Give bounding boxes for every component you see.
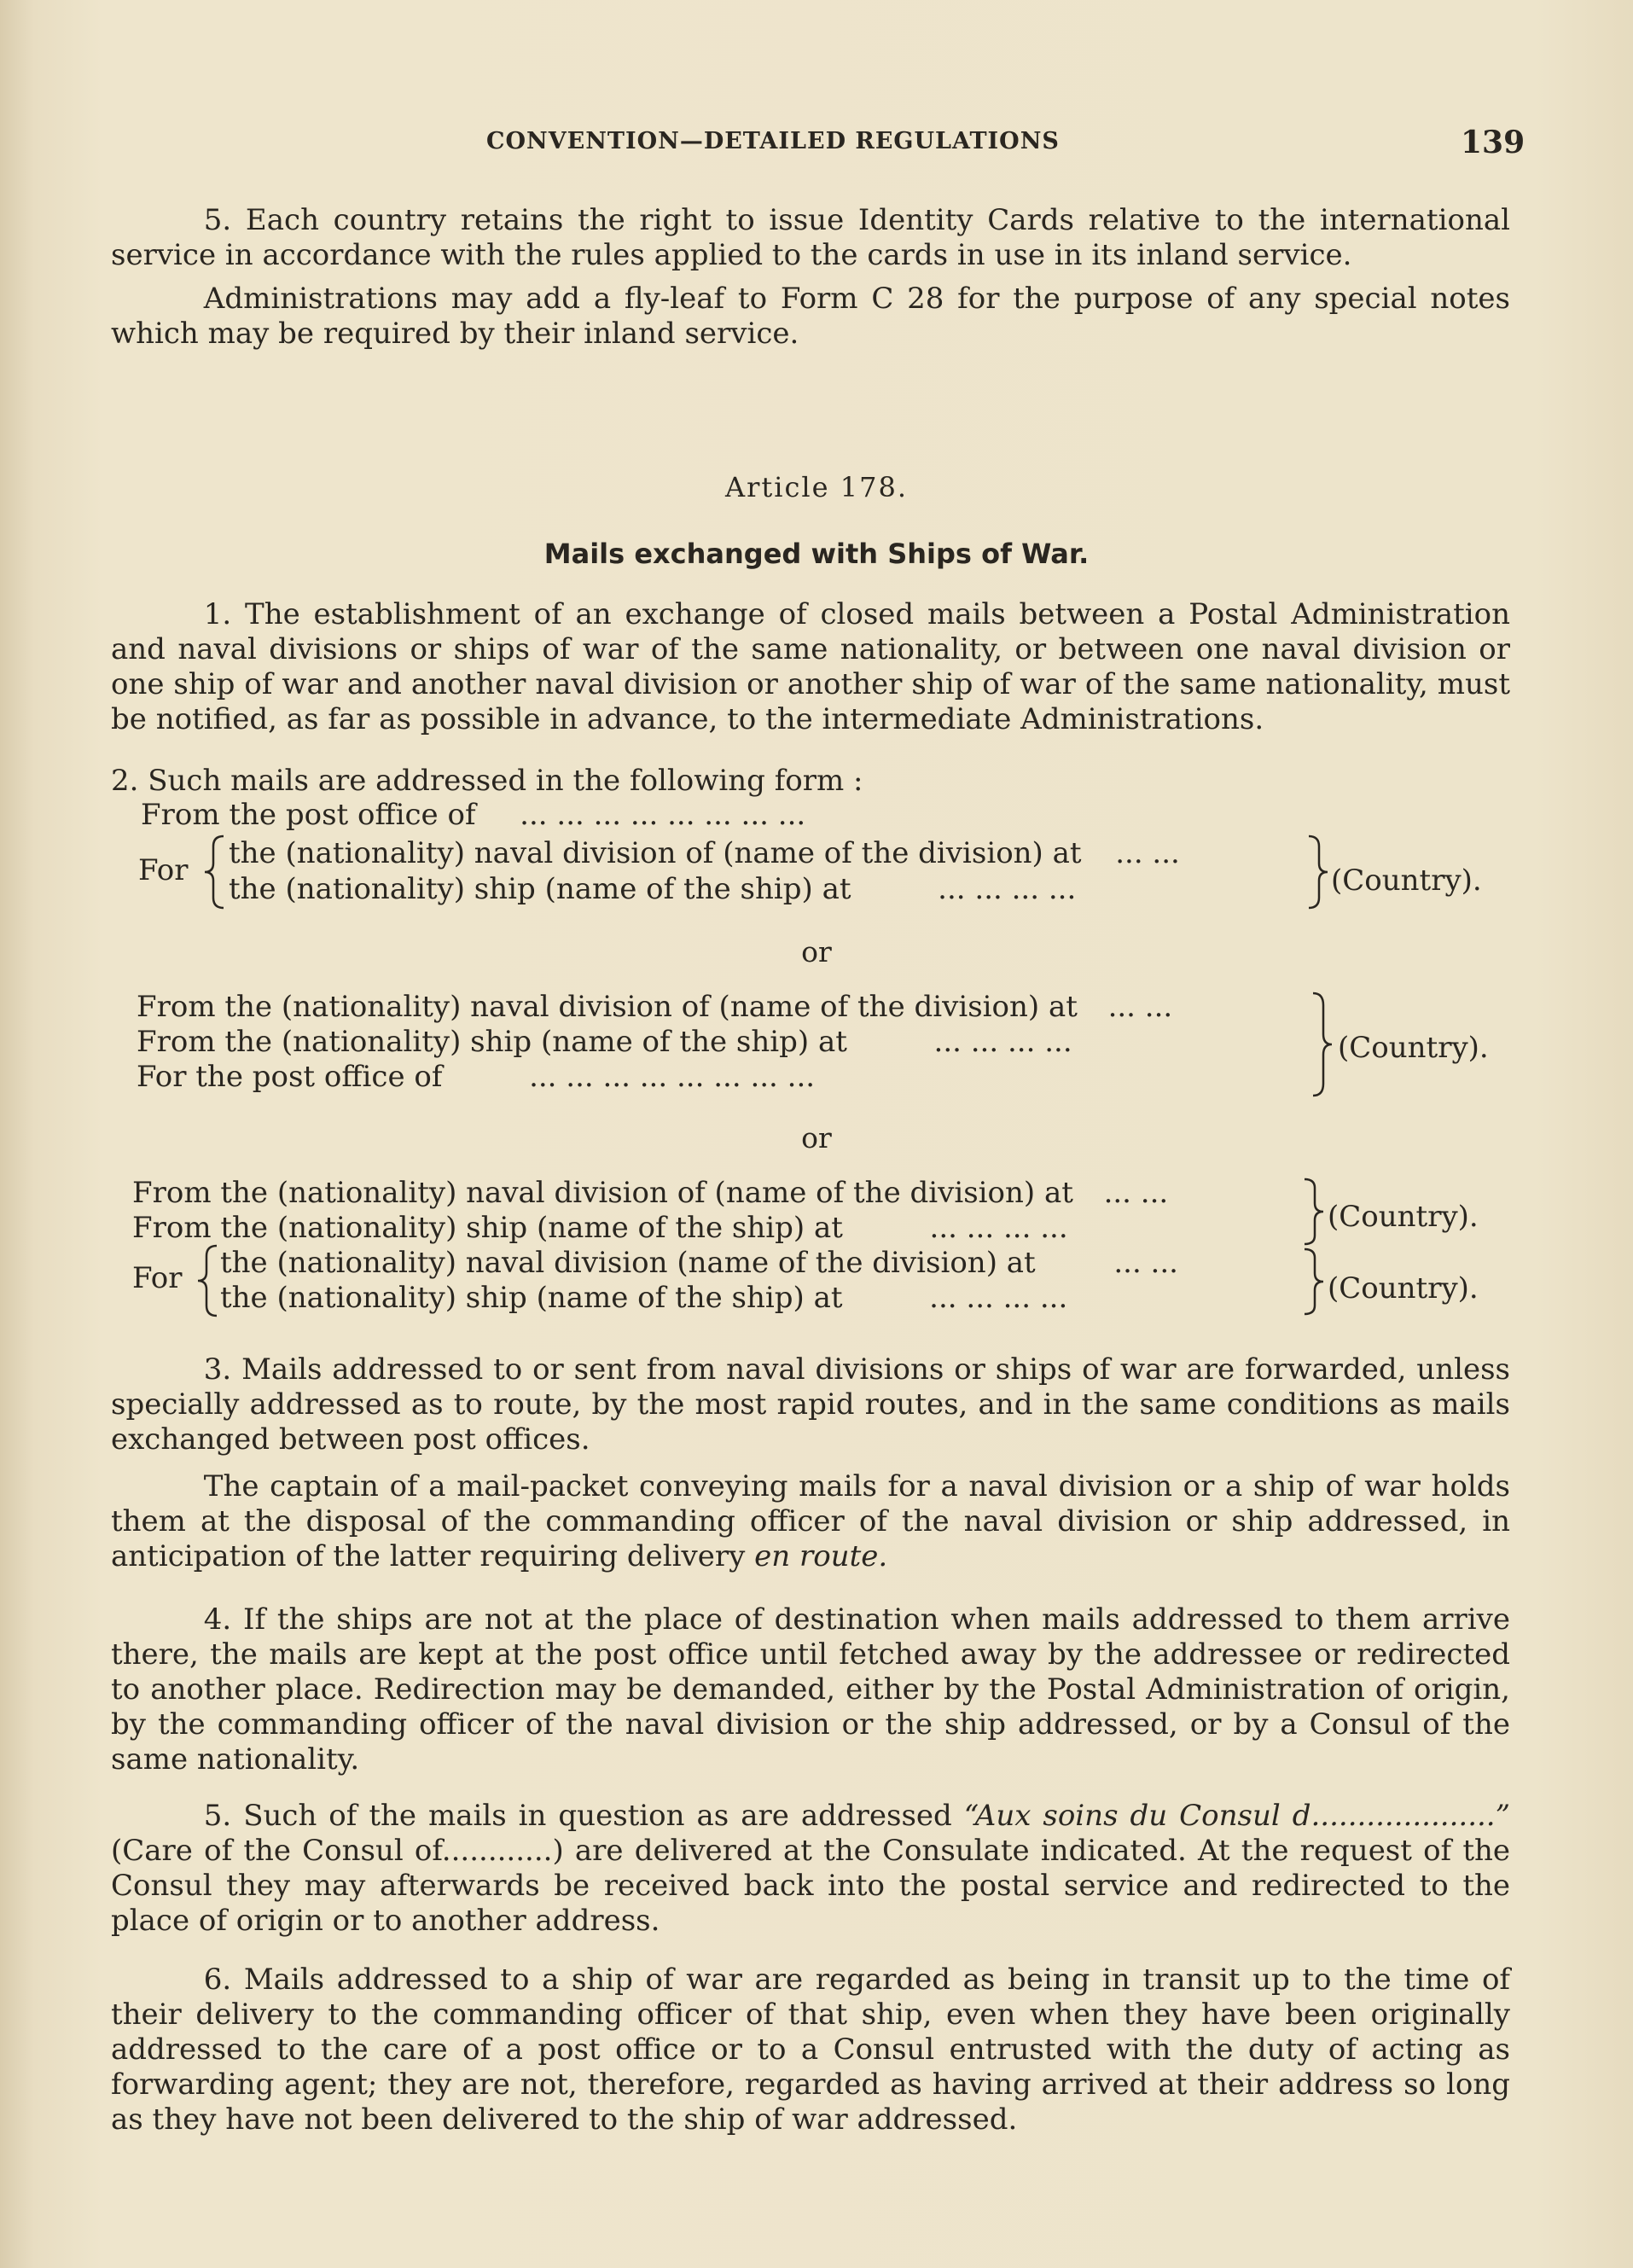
page-number: 139	[1461, 125, 1525, 160]
running-header: CONVENTION—DETAILED REGULATIONS	[486, 128, 1060, 154]
paragraph-3: 3. Mails addressed to or sent from naval divisions or ships of war are forwarded, unless specially addressed as to route, by the most rapid routes, and in the same conditions as mails exchanged between post offices.	[111, 1352, 1510, 1457]
or-separator-2: or	[801, 1121, 832, 1154]
form1-for-label: For	[138, 853, 189, 887]
article-title: Mails exchanged with Ships of War.	[543, 538, 1090, 570]
paragraph-4: 4. If the ships are not at the place of destination when mails addressed to them arrive there, the mails are kept at the post office until fetched away by the addressee or redirected to another place. Redirection may be demanded, either by the Postal Administration of origin, by the commanding officer of the naval division or the ship addressed, or by a Consul of the same nationality.	[111, 1602, 1510, 1777]
form3-for-text-b: the (nationality) ship (name of the ship) at	[220, 1281, 843, 1315]
form3-for-dots-b: ... ... ... ...	[929, 1281, 1068, 1315]
form1-for-text-b: the (nationality) ship (name of the ship) at	[229, 872, 851, 906]
form3-text-a: From the (nationality) naval division of (name of the division) at	[132, 1176, 1073, 1210]
form2-dots-a: ... ...	[1107, 990, 1173, 1024]
form3-right-brace-a	[1301, 1178, 1325, 1246]
paragraph-2-text: 2. Such mails are addressed in the following form :	[111, 764, 863, 798]
form3-right-brace-b	[1301, 1247, 1325, 1316]
paragraph-5-text-a: 5. Such of the mails in question as are addressed	[203, 1799, 952, 1833]
paragraph-3b-italic: en route.	[754, 1539, 888, 1573]
form1-dots-b: ... ... ... ...	[938, 872, 1077, 906]
form2-right-brace	[1310, 992, 1334, 1097]
form1-dots-a: ... ...	[1115, 836, 1180, 870]
paragraph-5	[111, 1799, 1510, 1939]
form2-line-c	[137, 1060, 815, 1094]
form3-left-brace	[196, 1244, 220, 1317]
form1-right-brace	[1305, 835, 1329, 910]
form2-text-b: From the (nationality) ship (name of the ship) at	[137, 1025, 847, 1059]
form1-from-text: From the post office of	[141, 798, 476, 832]
form3-country-a: (Country).	[1328, 1200, 1479, 1234]
form3-line-b	[132, 1211, 1068, 1245]
form3-country-b: (Country).	[1328, 1271, 1479, 1306]
article-number: Article 178.	[724, 471, 908, 503]
form3-for-dots-a: ... ...	[1113, 1246, 1178, 1280]
form3-text-b: From the (nationality) ship (name of the ship) at	[132, 1211, 843, 1245]
form1-for-line-b	[229, 872, 1076, 906]
form1-country: (Country).	[1331, 864, 1482, 898]
form2-line-b	[137, 1025, 1072, 1059]
paragraph-2-intro	[111, 764, 863, 798]
paragraph-3b-text: The captain of a mail-packet conveying mails for a naval division or a ship of war holds them at the disposal of the commanding officer of the naval division or ship addressed, in anticipation of the latter requiring delivery	[111, 1469, 1510, 1573]
form2-dots-c: ... ... ... ... ... ... ... ...	[529, 1060, 816, 1094]
paragraph-1: 1. The establishment of an exchange of closed mails between a Postal Administration and naval divisions or ships of war of the same nationality, or between one naval division or one ship of war and another naval division or another ship of war of the same nationality, must be notified, as far as possible in advance, to the intermediate Administrations.	[111, 597, 1510, 736]
form1-left-brace	[203, 835, 227, 910]
paragraph-fly-leaf: Administrations may add a fly-leaf to Form C 28 for the purpose of any special notes which may be required by their inland service.	[111, 282, 1510, 351]
form1-from-line	[141, 798, 805, 832]
form1-from-dots: ... ... ... ... ... ... ... ...	[520, 798, 806, 832]
form3-for-line-b	[220, 1281, 1067, 1315]
form3-dots-b: ... ... ... ...	[929, 1211, 1068, 1245]
form1-for-text-a: the (nationality) naval division of (name of the division) at	[229, 836, 1082, 870]
paragraph-6: 6. Mails addressed to a ship of war are regarded as being in transit up to the time of their delivery to the commanding officer of that ship, even when they have been originally addressed to the care of a post office or to a Consul entrusted with the duty of acting as forwarding agent; they are not, therefore, regarded as having arrived at their address so long as they have not been delivered to the ship of war addressed.	[111, 1963, 1510, 2137]
form2-line-a	[137, 990, 1172, 1024]
form2-text-c: For the post office of	[137, 1060, 443, 1094]
paragraph-identity-cards: 5. Each country retains the right to issue Identity Cards relative to the international service in accordance with the rules applied to the cards in use in its inland service.	[111, 203, 1510, 272]
form3-for-line-a	[220, 1246, 1178, 1280]
paragraph-3b	[111, 1469, 1510, 1574]
paragraph-5-text-b: (Care of the Consul of............) are delivered at the Consulate indicated. At the request of the Consul they may afterwards be received back into the postal service and redirected to the place of origin or to another address.	[111, 1834, 1510, 1938]
form3-for-label: For	[132, 1261, 183, 1295]
form2-dots-b: ... ... ... ...	[933, 1025, 1072, 1059]
form3-for-text-a: the (nationality) naval division (name of the division) at	[220, 1246, 1036, 1280]
form3-line-a	[132, 1176, 1168, 1210]
form1-for-line-a	[229, 836, 1180, 870]
paragraph-5-italic: “Aux soins du Consul d....................”	[963, 1799, 1510, 1833]
or-separator-1: or	[801, 935, 832, 968]
form2-text-a: From the (nationality) naval division of (name of the division) at	[137, 990, 1078, 1024]
form2-country: (Country).	[1338, 1031, 1489, 1065]
form3-dots-a: ... ...	[1103, 1176, 1169, 1210]
